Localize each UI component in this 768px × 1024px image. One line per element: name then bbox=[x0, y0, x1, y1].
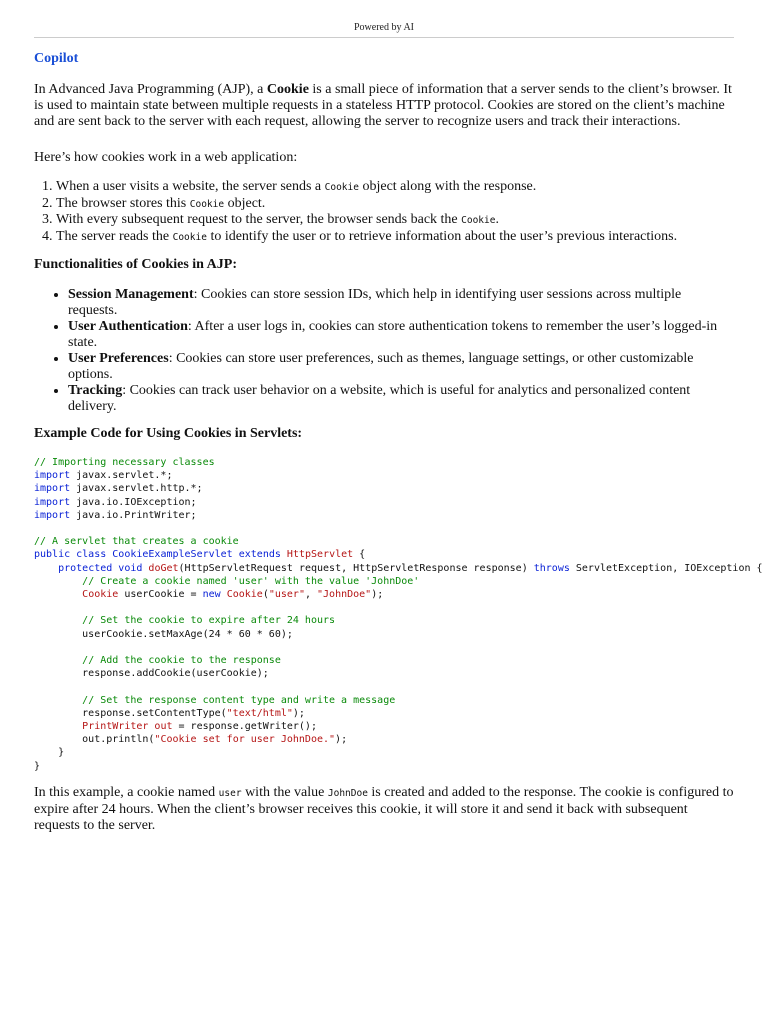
code-line: // Create a cookie named 'user' with the value 'JohnDoe' bbox=[82, 575, 420, 587]
steps-list bbox=[34, 179, 734, 245]
code-line: Cookie userCookie = new Cookie("user", "JohnDoe"); bbox=[82, 589, 384, 601]
code-line: // Add the cookie to the response bbox=[82, 655, 281, 667]
code-line: // Set the response content type and write a message bbox=[82, 694, 396, 706]
brand-title: Copilot bbox=[34, 51, 79, 66]
code-line: // A servlet that creates a cookie bbox=[34, 536, 239, 548]
list-item: • Session Management: Cookies can store session IDs, which help in identifying user sessions across multiple requests. bbox=[68, 287, 734, 319]
code-line: import javax.servlet.*; bbox=[34, 470, 173, 482]
list-item: 4. The server reads the Cookie to identify the user or to retrieve information about the user’s previous interactions. bbox=[56, 229, 734, 246]
code-block bbox=[34, 456, 763, 773]
features-list bbox=[34, 287, 734, 415]
code-line: public class CookieExampleServlet extends HttpServlet { bbox=[34, 549, 366, 561]
code-line: response.setContentType("text/html"); bbox=[34, 707, 305, 719]
list-item: • User Preferences: Cookies can store user preferences, such as themes, language settings, or other customizable options. bbox=[68, 351, 734, 383]
how-intro: Here’s how cookies work in a web application: bbox=[34, 150, 298, 165]
code-line: import java.io.IOException; bbox=[34, 496, 197, 508]
code-line: protected void doGet(HttpServletRequest request, HttpServletResponse response) throws ServletException, IOException { bbox=[58, 562, 763, 574]
code-line: PrintWriter out = response.getWriter(); bbox=[82, 721, 317, 733]
example-code-heading: Example Code for Using Cookies in Servlets: bbox=[34, 426, 303, 441]
list-item: 2. The browser stores this Cookie object. bbox=[56, 196, 734, 213]
header-divider bbox=[34, 37, 734, 38]
code-line: } bbox=[34, 760, 41, 772]
powered-by-label: Powered by AI bbox=[354, 22, 414, 33]
intro-paragraph: In Advanced Java Programming (AJP), a Cookie is a small piece of information that a server sends to the client’s browser. It is used to maintain state between multiple requests in a stateless HTTP protocol. Cookies are stored on the client’s machine and are sent back to the server with each request, allowing the server to recognize users and track their interactions. bbox=[34, 82, 732, 129]
code-line: out.println("Cookie set for user JohnDoe."); bbox=[34, 734, 348, 746]
code-line: import java.io.PrintWriter; bbox=[34, 509, 197, 521]
list-item: 3. With every subsequent request to the server, the browser sends back the Cookie. bbox=[56, 212, 734, 229]
code-line: userCookie.setMaxAge(24 * 60 * 60); bbox=[34, 628, 293, 640]
document-body bbox=[34, 82, 763, 834]
cookie-term: Cookie bbox=[266, 82, 309, 97]
code-line: // Set the cookie to expire after 24 hours bbox=[82, 615, 336, 627]
code-line: import javax.servlet.http.*; bbox=[34, 483, 203, 495]
list-item: • User Authentication: After a user logs in, cookies can store authentication tokens to remember the user’s logged-in state. bbox=[68, 319, 734, 351]
code-line: // Importing necessary classes bbox=[34, 457, 215, 468]
functionalities-heading: Functionalities of Cookies in AJP: bbox=[34, 257, 238, 272]
list-item: • Tracking: Cookies can track user behavior on a website, which is useful for analytics and personalized content delivery. bbox=[68, 383, 734, 415]
list-item: 1. When a user visits a website, the server sends a Cookie object along with the response. bbox=[56, 179, 734, 196]
code-line: } bbox=[34, 747, 65, 759]
code-line: response.addCookie(userCookie); bbox=[34, 668, 269, 680]
outro-paragraph: In this example, a cookie named user with the value JohnDoe is created and added to the response. The cookie is configured to expire after 24 hours. When the client’s browser receives this cookie, it will store it and send it back with subsequent requests to the server. bbox=[34, 784, 734, 833]
